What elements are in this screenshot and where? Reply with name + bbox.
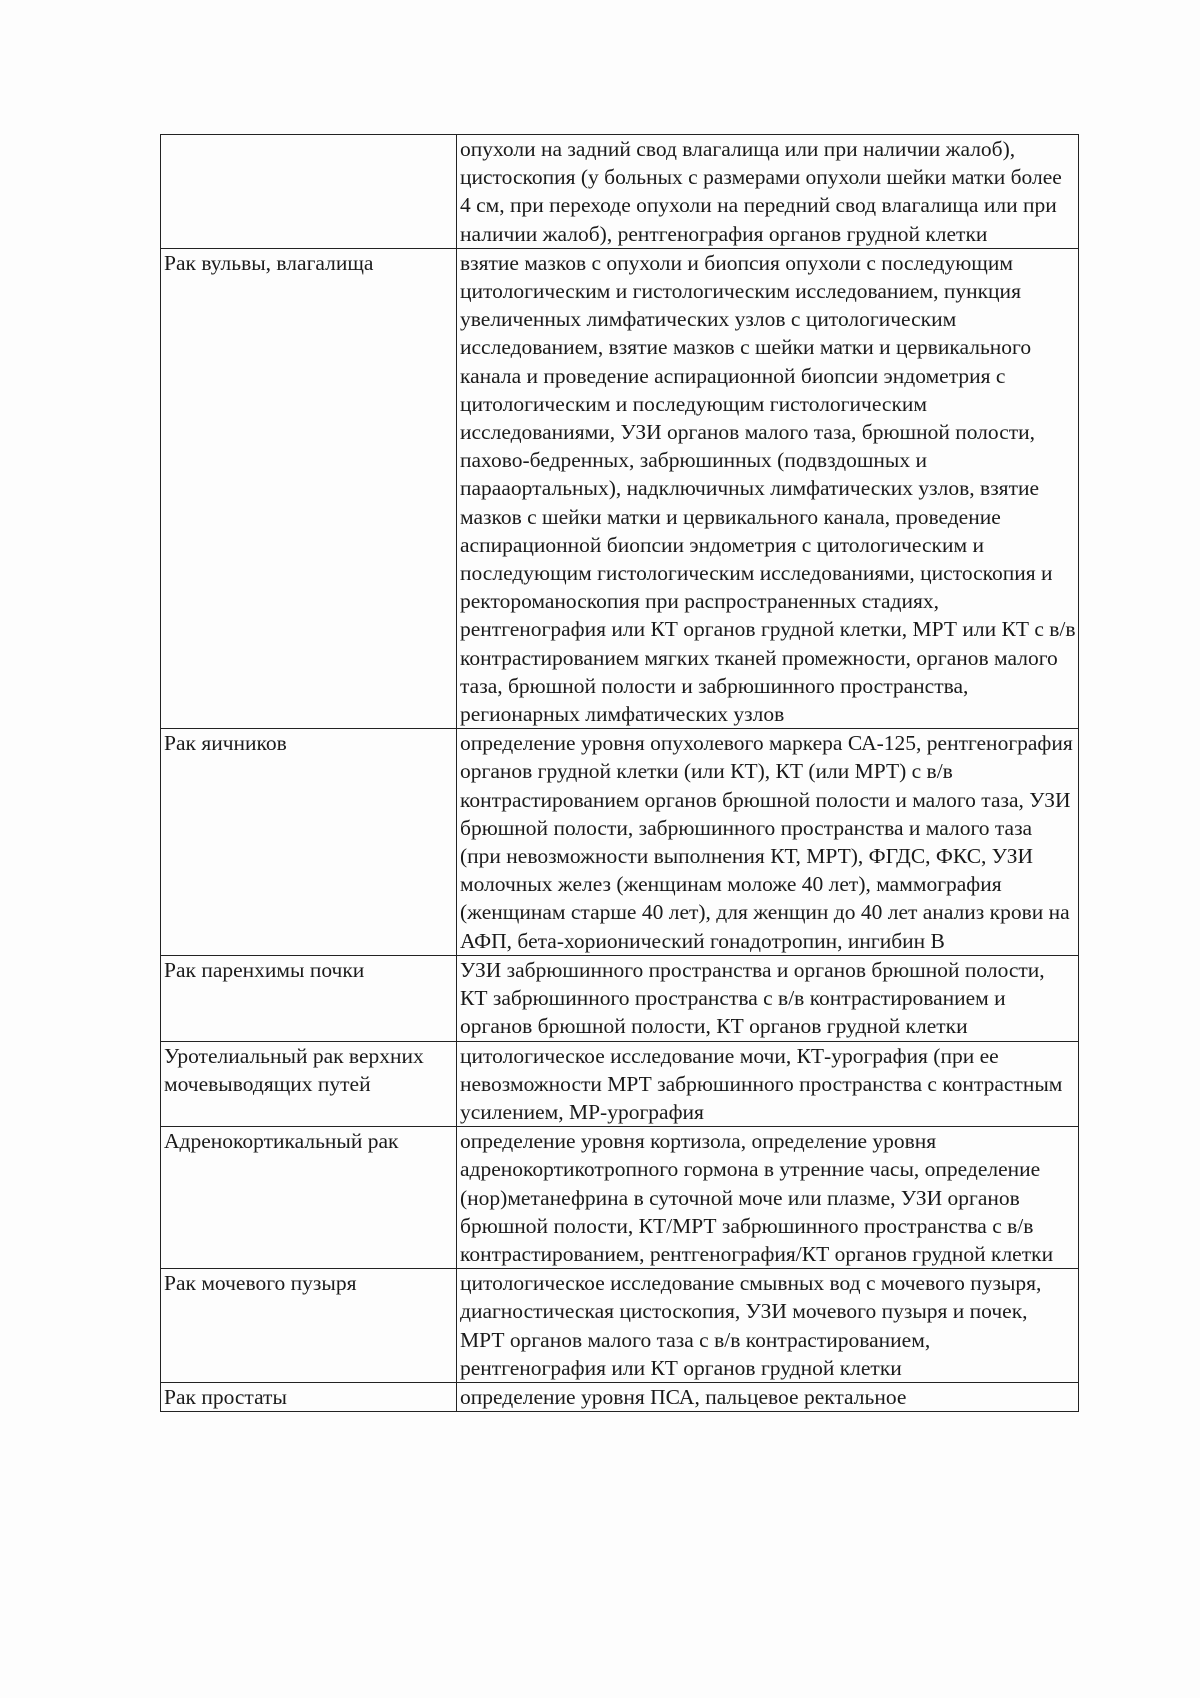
table-body	[161, 135, 1079, 1412]
disease-cell	[161, 248, 457, 728]
exams-cell	[457, 1041, 1079, 1127]
disease-name: Рак мочевого пузыря	[164, 1271, 357, 1296]
table-row	[161, 1382, 1079, 1411]
table-row	[161, 729, 1079, 956]
disease-name: Рак паренхимы почки	[164, 957, 365, 982]
exams-text: взятие мазков с опухоли и биопсия опухоли с последующим цитологическим и гистологическим исследованием, пункция увеличенных лимфатических узлов с цитологическим исследованием, взятие мазков с шейки матки и цервикального канала и проведение аспирационной биопсии эндометрия с цитологическим и последующим гистологическим исследованиями, УЗИ органов малого таза, брюшной полости, пахово-бедренных, забрюшинных (подвздошных и парааортальных), надключичных лимфатических узлов, взятие мазков с шейки матки и цервикального канала, проведение аспирационной биопсии эндометрия с цитологическим и последующим гистологическим исследованиями, цистоскопия и ректороманоскопия при распространенных стадиях, рентгенография или КТ органов грудной клетки, МРТ или КТ с в/в контрастированием мягких тканей промежности, органов малого таза, брюшной полости и забрюшинного пространства, регионарных лимфатических узлов	[460, 250, 1076, 727]
disease-name: Рак яичников	[164, 731, 287, 756]
exams-text: цитологическое исследование смывных вод с мочевого пузыря, диагностическая цистоскопия, УЗИ мочевого пузыря и почек, МРТ органов малого таза с в/в контрастированием, рентгенография или КТ органов грудной клетки	[460, 1271, 1042, 1380]
exams-cell	[457, 729, 1079, 956]
exams-text: цитологическое исследование мочи, КТ-урография (при ее невозможности МРТ забрюшинного пространства с контрастным усилением, МР-урография	[460, 1043, 1063, 1124]
exams-text: опухоли на задний свод влагалища или при наличии жалоб), цистоскопия (у больных с размерами опухоли шейки матки более 4 см, при переходе опухоли на передний свод влагалища или при наличии жалоб), рентгенография органов грудной клетки	[460, 137, 1062, 246]
disease-cell	[161, 1041, 457, 1127]
exams-text: определение уровня ПСА, пальцевое ректальное	[460, 1384, 907, 1409]
exams-cell	[457, 135, 1079, 249]
disease-cell	[161, 1269, 457, 1383]
exams-cell	[457, 1269, 1079, 1383]
exams-text: определение уровня кортизола, определение уровня адренокортикотропного гормона в утренние часы, определение (нор)метанефрина в суточной моче или плазме, УЗИ органов брюшной полости, КТ/МРТ забрюшинного пространства с в/в контрастированием, рентгенография/КТ органов грудной клетки	[460, 1129, 1054, 1266]
disease-cell	[161, 955, 457, 1041]
disease-name: Уротелиальный рак верхних мочевыводящих путей	[164, 1043, 424, 1096]
exams-cell	[457, 248, 1079, 728]
disease-name: Адренокортикальный рак	[164, 1129, 399, 1154]
disease-cell	[161, 1127, 457, 1269]
exams-cell	[457, 1382, 1079, 1411]
table-row	[161, 1127, 1079, 1269]
table-row	[161, 135, 1079, 249]
disease-name: Рак простаты	[164, 1384, 287, 1409]
exams-cell	[457, 955, 1079, 1041]
diagnostics-table	[160, 134, 1079, 1412]
exams-text: УЗИ забрюшинного пространства и органов брюшной полости, КТ забрюшинного пространства с в/в контрастированием и органов брюшной полости, КТ органов грудной клетки	[460, 957, 1045, 1039]
disease-cell	[161, 135, 457, 249]
disease-name: Рак вульвы, влагалища	[164, 250, 374, 275]
table-row	[161, 1041, 1079, 1127]
exams-text: определение уровня опухолевого маркера СА-125, рентгенография органов грудной клетки (или КТ), КТ (или МРТ) с в/в контрастированием органов брюшной полости и малого таза, УЗИ брюшной полости, забрюшинного пространства и малого таза (при невозможности выполнения КТ, МРТ), ФГДС, ФКС, УЗИ молочных желез (женщинам моложе 40 лет), маммография (женщинам старше 40 лет), для женщин до 40 лет анализ крови на АФП, бета-хорионический гонадотропин, ингибин В	[460, 731, 1073, 953]
table-row	[161, 955, 1079, 1041]
exams-cell	[457, 1127, 1079, 1269]
disease-cell	[161, 1382, 457, 1411]
table-row	[161, 248, 1079, 728]
disease-cell	[161, 729, 457, 956]
table-row	[161, 1269, 1079, 1383]
